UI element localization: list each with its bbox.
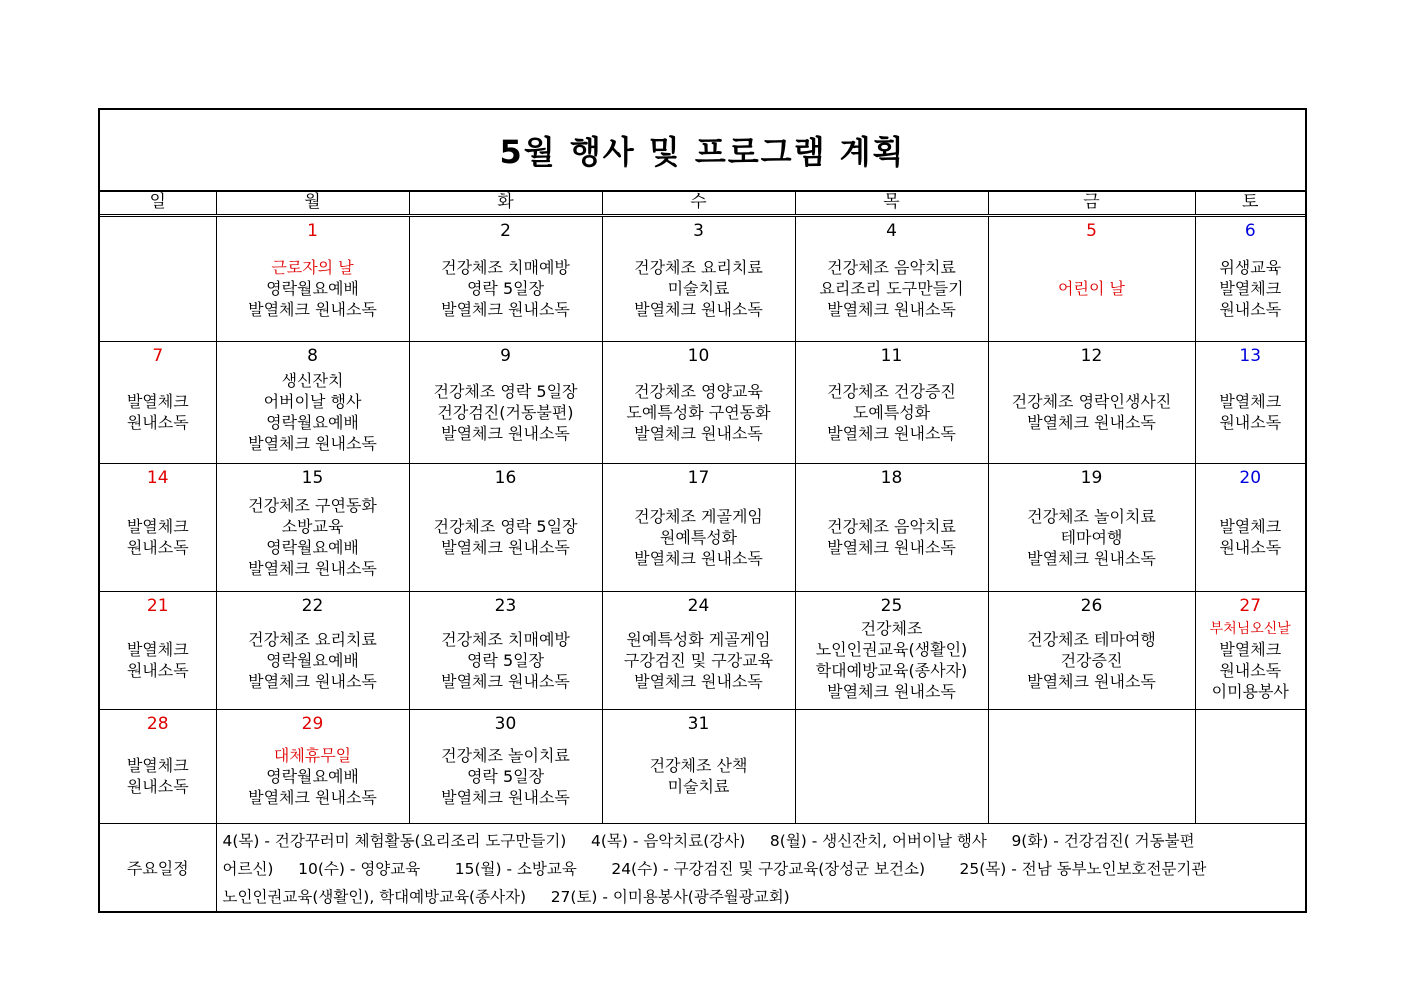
weekday-header-row — [100, 192, 1305, 216]
day-cell — [988, 216, 1195, 342]
day-cell — [409, 710, 602, 824]
day-cell — [100, 464, 216, 592]
day-number: 30 — [494, 714, 517, 734]
event-text: 건강체조 놀이치료 — [1027, 506, 1156, 526]
notes-row — [100, 824, 1305, 912]
notes-line: 4(목) - 건강꾸러미 체험활동(요리조리 도구만들기) 4(목) - 음악치료(강사) 8(월) - 생신잔치, 어버이날 행사 9(화) - 건강검진( 거동불편 — [222, 831, 1195, 850]
event-text: 건강체조 테마여행 — [1027, 629, 1156, 649]
day-number: 2 — [500, 221, 511, 241]
event-text: 발열체크 원내소독 — [1027, 671, 1156, 691]
day-cell — [795, 216, 988, 342]
day-cell — [795, 592, 988, 710]
event-text: 건강체조 게골게임 — [634, 506, 763, 526]
day-cell — [409, 592, 602, 710]
event-text: 영락월요예배 — [266, 766, 359, 786]
event-text: 발열체크 — [1219, 279, 1282, 298]
event-text: 발열체크 원내소독 — [827, 423, 956, 443]
day-number: 12 — [1080, 346, 1103, 366]
event-text: 건강체조 치매예방 — [441, 629, 570, 649]
day-cell — [409, 464, 602, 592]
event-text: 생신잔치 — [281, 371, 344, 390]
event-text: 발열체크 — [1219, 639, 1282, 659]
event-text: 원예특성화 — [659, 527, 738, 547]
event-text: 원내소독 — [1219, 300, 1282, 319]
event-text: 어버이날 행사 — [263, 392, 362, 411]
calendar-sheet — [98, 108, 1307, 913]
day-number: 1 — [307, 221, 318, 241]
event-text: 건강체조 산책 — [649, 756, 748, 775]
event-text: 부처님오신날 — [1209, 620, 1291, 637]
day-number: 13 — [1239, 346, 1262, 366]
notes-line: 어르신) 10(수) - 영양교육 15(월) - 소방교육 24(수) - 구강검진 및 구강교육(장성군 보건소) 25(목) - 전남 동부노인보호전문기관 — [222, 859, 1207, 878]
event-text: 발열체크 원내소독 — [441, 423, 570, 443]
week-row — [100, 216, 1305, 342]
event-text: 발열체크 원내소독 — [827, 682, 956, 701]
event-text: 발열체크 원내소독 — [441, 671, 570, 691]
event-text: 건강체조 영락 5일장 — [433, 381, 578, 401]
day-cell — [602, 464, 795, 592]
day-cell — [409, 216, 602, 342]
event-text: 원내소독 — [126, 538, 189, 557]
weekday-header: 일 — [100, 192, 216, 216]
day-cell — [1195, 464, 1305, 592]
event-text: 발열체크 — [126, 517, 189, 536]
event-text: 발열체크 — [126, 640, 189, 659]
day-number: 11 — [880, 346, 903, 366]
event-text: 발열체크 — [126, 392, 189, 411]
event-text: 미술치료 — [667, 279, 730, 298]
event-text: 노인인권교육(생활인) — [815, 640, 968, 659]
day-number: 25 — [880, 596, 903, 616]
notes-text — [216, 824, 1305, 912]
event-text: 구강검진 및 구강교육 — [623, 650, 774, 670]
event-text: 건강체조 요리치료 — [634, 258, 763, 277]
day-number: 31 — [687, 714, 710, 734]
event-text: 발열체크 원내소독 — [634, 671, 763, 691]
day-cell — [795, 710, 988, 824]
event-text: 발열체크 원내소독 — [634, 300, 763, 319]
event-text: 원내소독 — [1219, 413, 1282, 432]
event-text: 건강체조 놀이치료 — [441, 745, 570, 765]
weekday-header: 화 — [409, 192, 602, 216]
notes-line: 노인인권교육(생활인), 학대예방교육(종사자) 27(토) - 이미용봉사(광주월광교회) — [222, 887, 790, 906]
event-text: 도예특성화 구연동화 — [626, 402, 771, 422]
day-cell — [795, 342, 988, 464]
day-cell — [100, 216, 216, 342]
event-text: 발열체크 원내소독 — [1027, 413, 1156, 432]
event-text: 미술치료 — [667, 777, 730, 796]
day-cell — [795, 464, 988, 592]
event-text: 원내소독 — [1219, 660, 1282, 680]
day-cell — [988, 592, 1195, 710]
day-number: 18 — [880, 468, 903, 488]
day-cell — [1195, 216, 1305, 342]
event-text: 원내소독 — [126, 413, 189, 432]
notes-label: 주요일정 — [100, 824, 216, 912]
event-text: 발열체크 원내소독 — [827, 300, 956, 319]
day-cell — [100, 342, 216, 464]
day-number: 28 — [146, 714, 169, 734]
event-text: 발열체크 원내소독 — [634, 423, 763, 443]
event-text: 근로자의 날 — [271, 258, 354, 277]
day-number: 10 — [687, 346, 710, 366]
event-text: 발열체크 원내소독 — [827, 538, 956, 557]
event-text: 발열체크 — [1219, 517, 1282, 536]
day-number: 7 — [152, 346, 164, 366]
day-number: 14 — [146, 468, 169, 488]
day-cell — [100, 592, 216, 710]
day-cell — [988, 464, 1195, 592]
event-text: 건강체조 건강증진 — [827, 381, 956, 401]
event-text: 건강체조 구연동화 — [248, 496, 377, 515]
event-text: 발열체크 원내소독 — [248, 559, 377, 578]
event-text: 건강체조 영락인생사진 — [1011, 392, 1172, 411]
event-text: 발열체크 — [1219, 392, 1282, 411]
weekday-header: 목 — [795, 192, 988, 216]
event-text: 이미용봉사 — [1211, 681, 1289, 701]
day-cell — [1195, 710, 1305, 824]
weekday-header: 월 — [216, 192, 409, 216]
event-text: 어린이 날 — [1058, 279, 1125, 298]
day-number: 16 — [494, 468, 517, 488]
event-text: 영락월요예배 — [266, 413, 359, 432]
event-text: 영락월요예배 — [266, 650, 359, 670]
event-text: 위생교육 — [1219, 258, 1282, 277]
event-text: 건강체조 치매예방 — [441, 258, 570, 277]
event-text: 원내소독 — [126, 661, 189, 680]
event-text: 영락 5일장 — [466, 650, 545, 670]
day-number: 8 — [307, 346, 318, 366]
day-cell — [602, 342, 795, 464]
event-text: 테마여행 — [1060, 527, 1123, 547]
day-number: 15 — [301, 468, 324, 488]
event-text: 건강체조 영락 5일장 — [433, 517, 578, 536]
day-cell — [1195, 342, 1305, 464]
event-text: 건강증진 — [1060, 650, 1123, 670]
day-cell — [216, 464, 409, 592]
event-text: 발열체크 원내소독 — [441, 300, 570, 319]
event-text: 건강체조 요리치료 — [248, 629, 377, 649]
event-text: 요리조리 도구만들기 — [819, 279, 964, 298]
event-text: 원예특성화 게골게임 — [626, 629, 771, 649]
event-text: 원내소독 — [126, 777, 189, 796]
day-cell — [602, 710, 795, 824]
event-text: 영락 5일장 — [466, 766, 545, 786]
event-text: 건강검진(거동불편) — [437, 402, 574, 422]
day-number: 20 — [1239, 468, 1262, 488]
weekday-header: 수 — [602, 192, 795, 216]
event-text: 발열체크 — [126, 756, 189, 775]
weekday-header: 토 — [1195, 192, 1305, 216]
event-text: 발열체크 원내소독 — [1027, 548, 1156, 568]
event-text: 건강체조 음악치료 — [827, 258, 956, 277]
calendar-table — [100, 192, 1305, 912]
week-row — [100, 464, 1305, 592]
day-cell — [216, 710, 409, 824]
day-cell — [216, 216, 409, 342]
event-text: 발열체크 원내소독 — [634, 548, 763, 568]
day-cell — [1195, 592, 1305, 710]
event-text: 영락 5일장 — [466, 279, 545, 298]
event-text: 원내소독 — [1219, 538, 1282, 557]
event-text: 학대예방교육(종사자) — [815, 661, 968, 680]
week-row — [100, 592, 1305, 710]
day-cell — [100, 710, 216, 824]
event-text: 영락월요예배 — [266, 538, 359, 557]
day-cell — [988, 342, 1195, 464]
day-cell — [409, 342, 602, 464]
event-text: 발열체크 원내소독 — [248, 300, 377, 319]
event-text: 발열체크 원내소독 — [248, 671, 377, 691]
event-text: 건강체조 영양교육 — [634, 381, 763, 401]
day-number: 24 — [687, 596, 710, 616]
event-text: 발열체크 원내소독 — [441, 787, 570, 807]
event-text: 영락월요예배 — [266, 279, 359, 298]
week-row — [100, 710, 1305, 824]
event-text: 건강체조 음악치료 — [827, 517, 956, 536]
event-text: 건강체조 — [860, 619, 923, 638]
day-number: 5 — [1086, 221, 1097, 241]
day-number: 3 — [693, 221, 704, 241]
week-row — [100, 342, 1305, 464]
event-text: 발열체크 원내소독 — [248, 434, 377, 453]
day-number: 22 — [301, 596, 324, 616]
day-number: 4 — [886, 221, 897, 241]
event-text: 대체휴무일 — [273, 745, 352, 765]
day-number: 6 — [1244, 221, 1256, 241]
day-number: 19 — [1080, 468, 1103, 488]
day-number: 29 — [301, 714, 324, 734]
day-number: 27 — [1239, 596, 1262, 616]
day-number: 9 — [500, 346, 511, 366]
day-cell — [602, 216, 795, 342]
day-number: 26 — [1080, 596, 1103, 616]
day-number: 23 — [494, 596, 517, 616]
page-title: 5월 행사 및 프로그램 계획 — [499, 133, 906, 171]
day-cell — [216, 342, 409, 464]
event-text: 소방교육 — [281, 517, 344, 536]
event-text: 도예특성화 — [852, 402, 931, 422]
event-text: 발열체크 원내소독 — [441, 538, 570, 557]
calendar-title — [100, 110, 1305, 192]
weekday-header: 금 — [988, 192, 1195, 216]
day-cell — [988, 710, 1195, 824]
day-cell — [602, 592, 795, 710]
day-number: 17 — [687, 468, 710, 488]
event-text: 발열체크 원내소독 — [248, 787, 377, 807]
day-number: 21 — [146, 596, 169, 616]
day-cell — [216, 592, 409, 710]
